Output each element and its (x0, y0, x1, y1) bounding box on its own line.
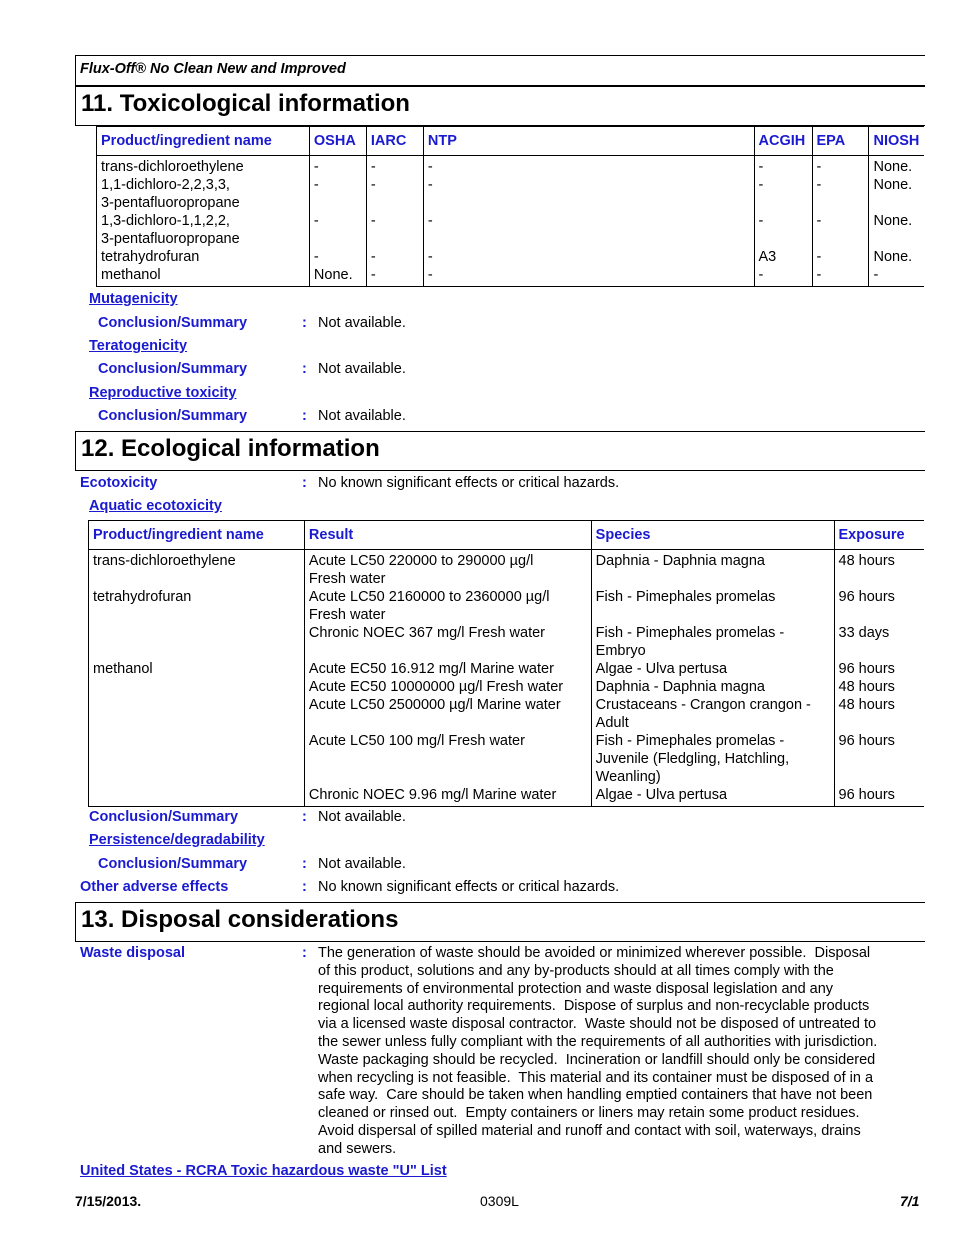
aq-species: Juvenile (Fledgling, Hatchling, (595, 751, 790, 767)
carc-column-iarc (366, 156, 423, 287)
reproductive-conclusion-value: Not available. (318, 408, 406, 424)
carc-value-niosh: - (873, 267, 879, 283)
spacer (314, 194, 362, 212)
aq-body-row (89, 550, 925, 807)
aquatic-ecotoxicity-table (88, 520, 924, 807)
carc-value-niosh: None. (873, 249, 913, 265)
carc-value-osha: - (313, 249, 319, 265)
ecotoxicity-label: Ecotoxicity (80, 475, 158, 491)
aq-species: Weanling) (595, 769, 661, 785)
carc-value-niosh: None. (873, 177, 913, 193)
carc-value-acgih: A3 (758, 249, 777, 265)
spacer (309, 714, 587, 732)
section-13-heading (75, 902, 925, 942)
ingredient-name: 3-pentafluoropropane (101, 195, 240, 211)
spacer (93, 624, 300, 642)
ingredient-name: 1,3-dichloro-1,1,2,2, (101, 213, 230, 229)
carc-value-ntp: - (427, 267, 433, 283)
carc-column-niosh (869, 156, 924, 287)
carc-value-acgih: - (758, 213, 764, 229)
reproductive-toxicity-link[interactable]: Reproductive toxicity (89, 385, 237, 401)
carc-value-acgih: - (758, 177, 764, 193)
mutagenicity-conclusion-value: Not available. (318, 315, 406, 331)
waste-disposal-line: of this product, solutions and any by-products should at all times comply with the (318, 962, 834, 979)
waste-disposal-line: and sewers. (318, 1140, 397, 1157)
aq-species: Daphnia - Daphnia magna (595, 679, 765, 695)
carc-value-iarc: - (370, 249, 376, 265)
aq-exposure: 96 hours (838, 661, 895, 677)
aq-result: Acute LC50 2160000 to 2360000 µg/l (308, 589, 550, 605)
aq-species: Embryo (595, 643, 646, 659)
aq-result: Acute LC50 100 mg/l Fresh water (308, 733, 525, 749)
carc-column-name (97, 156, 310, 287)
aq-result: Fresh water (308, 571, 386, 587)
persistence-conclusion-value: Not available. (318, 856, 406, 872)
colon: : (302, 475, 307, 491)
spacer (93, 714, 300, 732)
aquatic-conclusion-value: Not available. (318, 809, 406, 825)
aq-result: Acute LC50 2500000 µg/l Marine water (308, 697, 561, 713)
carc-column-epa (812, 156, 869, 287)
carc-header-cell: Product/ingredient name (97, 127, 310, 156)
waste-disposal-line: via a licensed waste disposal contractor. Waste should not be disposed of untreated to (318, 1016, 877, 1033)
spacer (873, 230, 920, 248)
spacer (93, 732, 300, 750)
carc-value-acgih: - (758, 267, 764, 283)
teratogenicity-conclusion-value: Not available. (318, 361, 406, 377)
spacer (839, 642, 921, 660)
waste-disposal-label: Waste disposal (80, 945, 186, 961)
section-11-heading (75, 86, 925, 126)
spacer (309, 642, 587, 660)
carc-header-cell: EPA (812, 127, 869, 156)
aq-column-name (89, 550, 305, 807)
carc-body-row (97, 156, 925, 287)
spacer (759, 230, 808, 248)
aq-exposure: 96 hours (838, 787, 895, 803)
footer-date: 7/15/2013. (75, 1193, 142, 1209)
waste-disposal-line: the sewer unless fully compliant with the requirements of all authorities with jurisdiction. (318, 1033, 878, 1050)
section-12-heading (75, 431, 925, 471)
carc-value-iarc: - (370, 213, 376, 229)
spacer (428, 194, 750, 212)
carc-value-niosh: None. (873, 213, 913, 229)
spacer (314, 230, 362, 248)
aq-ingredient-name: tetrahydrofuran (93, 589, 192, 605)
aq-header-cell: Species (591, 521, 834, 550)
waste-disposal-line: Avoid dispersal of spilled material and runoff and contact with soil, waterways, drains (318, 1122, 861, 1139)
aq-column-species (591, 550, 834, 807)
aq-species: Crustaceans - Crangon crangon - (595, 697, 811, 713)
aq-header-cell: Product/ingredient name (89, 521, 305, 550)
carc-value-osha: - (313, 177, 319, 193)
spacer (93, 786, 300, 804)
waste-disposal-line: Waste packaging should be recycled. Incineration or landfill should only be considered (318, 1051, 876, 1068)
carcinogenicity-table (96, 126, 924, 287)
carc-header-cell: NIOSH (869, 127, 924, 156)
waste-disposal-line: requirements of environmental protection and waste disposal legislation and any (318, 980, 834, 997)
carc-value-osha: - (313, 159, 319, 175)
carc-value-osha: - (313, 213, 319, 229)
aq-exposure: 33 days (838, 625, 890, 641)
mutagenicity-conclusion-label: Conclusion/Summary (98, 315, 248, 331)
aq-species: Fish - Pimephales promelas (595, 589, 776, 605)
carc-value-iarc: - (370, 159, 376, 175)
spacer (371, 194, 419, 212)
carc-value-niosh: None. (873, 159, 913, 175)
carc-column-acgih (754, 156, 812, 287)
rcra-u-list-link[interactable]: United States - RCRA Toxic hazardous waste "U" List (80, 1163, 447, 1179)
spacer (839, 570, 921, 588)
spacer (309, 768, 587, 786)
aq-exposure: 48 hours (838, 679, 895, 695)
teratogenicity-link[interactable]: Teratogenicity (89, 338, 188, 354)
other-adverse-label: Other adverse effects (80, 879, 229, 895)
colon: : (302, 945, 307, 961)
section-11-title: 11. Toxicological information (81, 90, 410, 117)
carc-value-epa: - (816, 267, 822, 283)
aq-ingredient-name: methanol (93, 661, 153, 677)
aq-column-exposure (834, 550, 924, 807)
aq-exposure: 96 hours (838, 589, 895, 605)
spacer (817, 194, 865, 212)
spacer (93, 642, 300, 660)
spacer (93, 570, 300, 588)
carc-column-ntp (423, 156, 754, 287)
section-13-title: 13. Disposal considerations (81, 906, 399, 933)
spacer (93, 696, 300, 714)
aq-result: Chronic NOEC 367 mg/l Fresh water (308, 625, 546, 641)
aq-species: Adult (595, 715, 629, 731)
carc-header-cell: ACGIH (754, 127, 812, 156)
aq-species: Daphnia - Daphnia magna (595, 553, 765, 569)
aq-header-cell: Result (304, 521, 591, 550)
spacer (93, 606, 300, 624)
footer-page: 7/1 (900, 1193, 920, 1209)
colon: : (302, 408, 307, 424)
aquatic-ecotoxicity-link[interactable]: Aquatic ecotoxicity (89, 498, 222, 514)
aq-result: Acute EC50 16.912 mg/l Marine water (308, 661, 554, 677)
other-adverse-value: No known significant effects or critical hazards. (318, 879, 620, 895)
ingredient-name: tetrahydrofuran (101, 249, 200, 265)
aq-exposure: 48 hours (838, 697, 895, 713)
ingredient-name: methanol (101, 267, 161, 283)
aq-column-result (304, 550, 591, 807)
spacer (596, 606, 830, 624)
section-12-title: 12. Ecological information (81, 435, 380, 462)
carc-value-epa: - (816, 177, 822, 193)
spacer (371, 230, 419, 248)
carc-header-cell: OSHA (309, 127, 366, 156)
colon: : (302, 879, 307, 895)
waste-disposal-line: when recycling is not feasible. This material and its container must be disposed of in a (318, 1069, 874, 1086)
carc-value-iarc: - (370, 267, 376, 283)
waste-disposal-line: safe way. Care should be taken when handling emptied containers that have not been (318, 1087, 873, 1104)
persistence-link[interactable]: Persistence/degradability (89, 832, 265, 848)
carc-value-ntp: - (427, 249, 433, 265)
aq-header-cell: Exposure (834, 521, 924, 550)
aq-exposure: 48 hours (838, 553, 895, 569)
ingredient-name: 1,1-dichloro-2,2,3,3, (101, 177, 230, 193)
reproductive-conclusion-label: Conclusion/Summary (98, 408, 248, 424)
aq-result: Acute LC50 220000 to 290000 µg/l (308, 553, 534, 569)
spacer (817, 230, 865, 248)
aq-species: Algae - Ulva pertusa (595, 787, 728, 803)
carc-column-osha (309, 156, 366, 287)
persistence-conclusion-label: Conclusion/Summary (98, 856, 248, 872)
spacer (839, 606, 921, 624)
carc-value-iarc: - (370, 177, 376, 193)
ingredient-name: trans-dichloroethylene (101, 159, 244, 175)
aq-species: Algae - Ulva pertusa (595, 661, 728, 677)
carc-value-acgih: - (758, 159, 764, 175)
spacer (759, 194, 808, 212)
document-header (75, 55, 925, 86)
mutagenicity-link[interactable]: Mutagenicity (89, 291, 178, 307)
aq-result: Chronic NOEC 9.96 mg/l Marine water (308, 787, 557, 803)
spacer (839, 768, 921, 786)
aq-exposure: 96 hours (838, 733, 895, 749)
waste-disposal-line: cleaned or rinsed out. Empty containers or liners may retain some product residues. (318, 1105, 860, 1122)
aq-result: Fresh water (308, 607, 386, 623)
carc-value-ntp: - (427, 213, 433, 229)
carc-value-epa: - (816, 159, 822, 175)
spacer (873, 194, 920, 212)
teratogenicity-conclusion-label: Conclusion/Summary (98, 361, 248, 377)
aq-ingredient-name: trans-dichloroethylene (93, 553, 236, 569)
carc-value-osha: None. (313, 267, 353, 283)
product-name: Flux-Off® No Clean New and Improved (80, 61, 346, 77)
carc-header-cell: IARC (366, 127, 423, 156)
waste-disposal-line: The generation of waste should be avoided or minimized wherever possible. Disposal (318, 945, 871, 961)
spacer (596, 570, 830, 588)
carc-value-ntp: - (427, 177, 433, 193)
colon: : (302, 315, 307, 331)
ingredient-name: 3-pentafluoropropane (101, 231, 240, 247)
carc-value-epa: - (816, 249, 822, 265)
aq-species: Fish - Pimephales promelas - (595, 625, 785, 641)
carc-header-cell: NTP (423, 127, 754, 156)
colon: : (302, 856, 307, 872)
spacer (839, 714, 921, 732)
colon: : (302, 809, 307, 825)
spacer (93, 768, 300, 786)
ecotoxicity-value: No known significant effects or critical hazards. (318, 475, 620, 491)
carc-value-ntp: - (427, 159, 433, 175)
footer-code: 0309L (480, 1193, 519, 1209)
spacer (93, 678, 300, 696)
spacer (309, 750, 587, 768)
waste-disposal-text (318, 945, 923, 1159)
aquatic-conclusion-label: Conclusion/Summary (89, 809, 239, 825)
carc-value-epa: - (816, 213, 822, 229)
aq-species: Fish - Pimephales promelas - (595, 733, 785, 749)
colon: : (302, 361, 307, 377)
spacer (428, 230, 750, 248)
waste-disposal-line: regional local authority requirements. Dispose of surplus and non-recyclable products (318, 998, 870, 1015)
spacer (839, 750, 921, 768)
aq-result: Acute EC50 10000000 µg/l Fresh water (308, 679, 564, 695)
spacer (93, 750, 300, 768)
